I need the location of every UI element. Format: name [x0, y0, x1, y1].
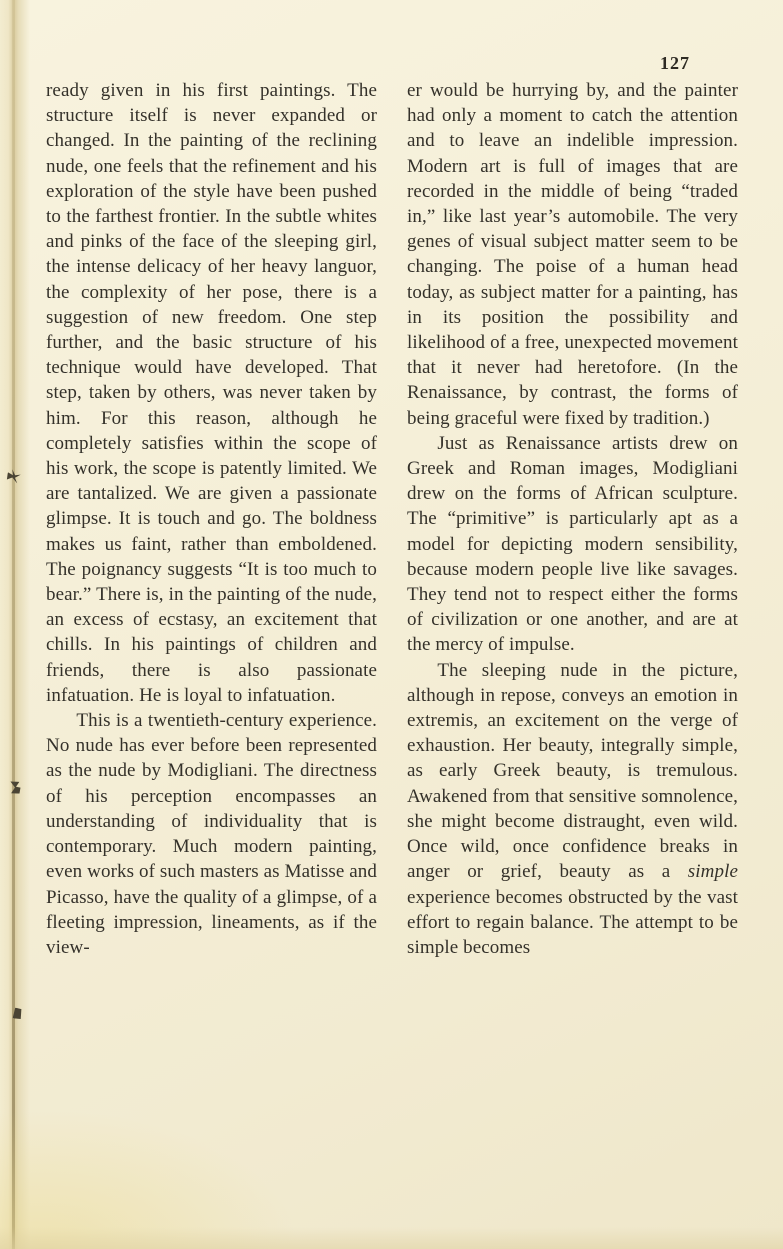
page-number: 127	[660, 53, 690, 73]
page-edge-line	[12, 0, 15, 1249]
paragraph: The sleeping nude in the picture, although in repose, conveys an emotion in extremis, an excitement on the verge of exhaustion. Her beauty, integrally simple, as early Greek beauty, is tremulous. Awakened from that sensitive somnolence, she might become distraught, even wild. Once wild, once confidence breaks in anger or grief, beauty as a simple experience becomes obstructed by the vast effort to regain balance. The attempt to be simple becomes	[407, 659, 738, 958]
paragraph: This is a twentieth-century experience. No nude has ever before been represented as the nude by Modigliani. The directness of his perception encompasses an understanding of individuality that is contemporary. Much modern painting, even works of such masters as Matisse and Picasso, have the quality of a glimpse, of a fleeting impression, lineaments, as if the view-	[46, 710, 377, 958]
text-column-right	[407, 78, 738, 960]
paragraph: ready given in his first paintings. The structure itself is never expanded or changed. In the painting of the reclining nude, one feels that the refinement and his exploration of the style have been pushed to the farthest frontier. In the subtle whites and pinks of the face of the sleeping girl, the intense delicacy of her heavy languor, the complexity of her pose, there is a suggestion of new freedom. One step further, and the basic structure of his technique would have developed. That step, taken by others, was never taken by him. For this reason, although he completely satisfies within the scope of his work, the scope is patently limited. We are tantalized. We are given a passionate glimpse. It is touch and go. The boldness makes us faint, rather than emboldened. The poignancy suggests “It is too much to bear.” There is, in the painting of the nude, an excess of ecstasy, an excitement that chills. In his paintings of children and friends, there is also passionate infatuation. He is loyal to infatuation.	[46, 80, 377, 706]
text-block	[46, 78, 738, 960]
paragraph: er would be hurrying by, and the painter had only a moment to catch the attention and to leave an indelible impression. Modern art is full of images that are recorded in the middle of being “traded in,” like last year’s automobile. The very genes of visual subject matter seem to be changing. The poise of a human head today, as subject matter for a painting, has in its position the possibility and likelihood of a free, unexpected movement that it never had heretofore. (In the Renaissance, by contrast, the forms of being graceful were fixed by tradition.)	[407, 80, 738, 429]
paragraph: Just as Renaissance artists drew on Greek and Roman images, Modigliani drew on the forms of African sculpture. The “primitive” is particularly apt as a model for depicting modern sensibility, because modern people live like savages. They tend not to respect either the forms of civilization or one another, and are at the mercy of impulse.	[407, 432, 738, 656]
text-column-left	[46, 78, 377, 960]
page-left-edge-shading	[0, 0, 30, 1249]
page-bottom-edge-shading	[0, 1227, 783, 1249]
